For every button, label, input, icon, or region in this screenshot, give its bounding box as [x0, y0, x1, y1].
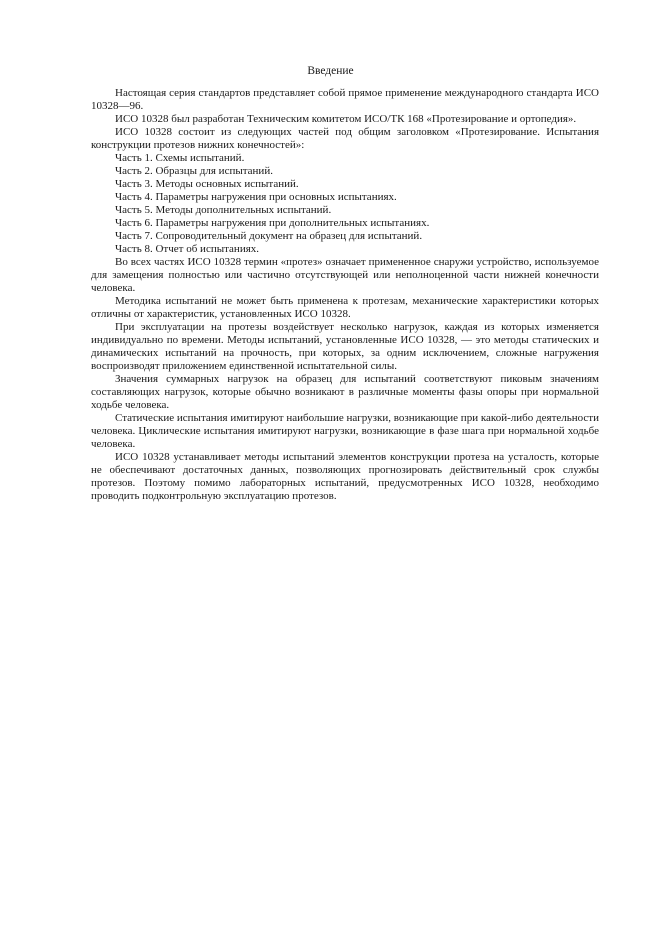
paragraph-fatigue: ИСО 10328 устанавливает методы испытаний элементов конструкции протеза на усталость, которые не обеспечивают достаточных данных, позволяющих прогнозировать действительный срок службы протезов. Поэтому помимо лабораторных испытаний, предусмотренных ИСО 10328, необходимо проводить подконтрольную эксплуатацию протезов. — [91, 451, 599, 502]
list-item: Часть 7. Сопроводительный документ на образец для испытаний. — [115, 230, 423, 242]
paragraph-total-loads: Значения суммарных нагрузок на образец для испытаний соответствуют пиковым значениям составляющих нагрузок, которые обычно возникают в различные моменты фазы опоры при нормальной ходьбе человека. — [91, 373, 599, 411]
paragraph-method-scope: Методика испытаний не может быть применена к протезам, механические характеристики которых отличны от характеристик, установленных ИСО 10328. — [91, 295, 599, 320]
page-title: Введение — [307, 65, 354, 77]
list-item: Часть 6. Параметры нагружения при дополнительных испытаниях. — [115, 217, 430, 229]
list-item: Часть 3. Методы основных испытаний. — [115, 178, 299, 190]
paragraph-loads: При эксплуатации на протезы воздействует несколько нагрузок, каждая из которых изменяется индивидуально по времени. Методы испытаний, установленные ИСО 10328, — это методы статических и динамических испытаний на прочность, при которых, за одним исключением, сложные нагружения воспроизводят приложением единственной испытательной силы. — [91, 321, 599, 372]
paragraph-intro-2: ИСО 10328 был разработан Техническим комитетом ИСО/ТК 168 «Протезирование и ортопедия». — [115, 113, 577, 125]
document-body — [91, 87, 599, 503]
paragraph-term-definition: Во всех частях ИСО 10328 термин «протез» означает примененное снаружи устройство, используемое для замещения полностью или частично отсутствующей или неполноценной части нижней конечности человека. — [91, 256, 599, 294]
list-item: Часть 2. Образцы для испытаний. — [115, 165, 273, 177]
list-item: Часть 5. Методы дополнительных испытаний. — [115, 204, 332, 216]
list-item: Часть 4. Параметры нагружения при основных испытаниях. — [115, 191, 397, 203]
paragraph-intro-3: ИСО 10328 состоит из следующих частей под общим заголовком «Протезирование. Испытания конструкции протезов нижних конечностей»: — [91, 126, 599, 151]
parts-list — [91, 152, 599, 256]
list-item: Часть 8. Отчет об испытаниях. — [115, 243, 260, 255]
list-item: Часть 1. Схемы испытаний. — [115, 152, 245, 164]
paragraph-intro-1: Настоящая серия стандартов представляет собой прямое применение международного стандарта ИСО 10328—96. — [91, 87, 599, 112]
paragraph-static-cyclic: Статические испытания имитируют наибольшие нагрузки, возникающие при какой-либо деятельности человека. Циклические испытания имитируют нагрузки, возникающие в фазе шага при нормальной ходьбе человека. — [91, 412, 599, 450]
